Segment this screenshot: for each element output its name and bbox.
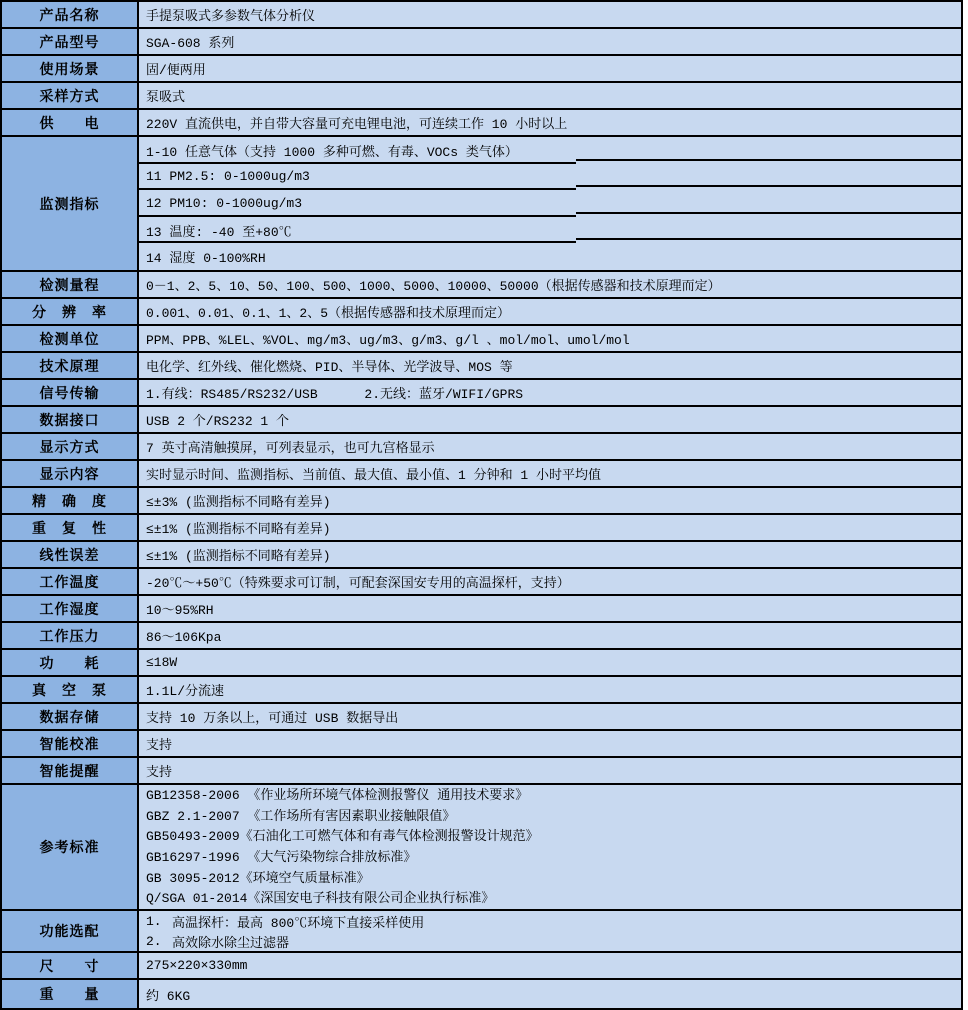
row-product-name xyxy=(2,2,961,29)
row-label-data-interface: 数据接口 xyxy=(2,407,139,432)
row-detection-range xyxy=(2,272,961,299)
reference-standards-list xyxy=(139,785,961,909)
row-display-content xyxy=(2,461,961,488)
row-repeatability xyxy=(2,515,961,542)
row-data-interface xyxy=(2,407,961,434)
optional-feature-text: 高效除水除尘过滤器 xyxy=(172,935,290,951)
row-value-smart-reminder: 支持 xyxy=(146,765,173,780)
row-label-accuracy: 精 确 度 xyxy=(2,488,139,513)
row-optional-features xyxy=(2,911,961,953)
row-value-data-interface: USB 2 个/RS232 1 个 xyxy=(146,414,290,429)
reference-standard-item: GB16297-1996 《大气污染物综合排放标准》 xyxy=(146,850,417,865)
row-label-optional-features: 功能选配 xyxy=(2,911,139,951)
row-power-consumption xyxy=(2,650,961,677)
row-value-accuracy: ≤±3% (监测指标不同略有差异) xyxy=(146,495,331,510)
reference-standard-item: Q/SGA 01-2014《深国安电子科技有限公司企业执行标准》 xyxy=(146,891,495,907)
row-value-display-mode: 7 英寸高清触摸屏，可列表显示，也可九宫格显示 xyxy=(146,441,435,456)
row-label-smart-calibration: 智能校准 xyxy=(2,731,139,756)
subrow-divider-right xyxy=(576,238,961,240)
optional-feature-item xyxy=(146,911,961,931)
row-label-linearity-error: 线性误差 xyxy=(2,542,139,567)
row-label-usage-scenario: 使用场景 xyxy=(2,56,139,81)
row-signal-transmission xyxy=(2,380,961,407)
row-label-operating-humidity: 工作湿度 xyxy=(2,596,139,621)
reference-standard-item: GB50493-2009《石油化工可燃气体和有毒气体检测报警设计规范》 xyxy=(146,829,539,845)
row-value-data-storage: 支持 10 万条以上，可通过 USB 数据导出 xyxy=(146,711,399,726)
row-vacuum-pump xyxy=(2,677,961,704)
subrow-divider-right xyxy=(576,185,961,187)
row-label-product-name: 产品名称 xyxy=(2,2,139,27)
row-value-technical-principle: 电化学、红外线、催化燃烧、PID、半导体、光学波导、MOS 等 xyxy=(146,360,513,375)
row-value-sampling-method: 泵吸式 xyxy=(146,90,186,105)
row-accuracy xyxy=(2,488,961,515)
row-value-operating-temperature: -20℃～+50℃（特殊要求可订制，可配套深国安专用的高温探杆，支持） xyxy=(146,576,570,591)
row-label-dimensions: 尺 寸 xyxy=(2,953,139,978)
row-label-power-consumption: 功 耗 xyxy=(2,650,139,675)
row-label-repeatability: 重 复 性 xyxy=(2,515,139,540)
row-value-detection-units: PPM、PPB、%LEL、%VOL、mg/m3、ug/m3、g/m3、g/l 、mol/mol、umol/mol xyxy=(146,333,630,348)
row-label-product-model: 产品型号 xyxy=(2,29,139,54)
monitoring-indicator-item xyxy=(139,243,961,270)
monitoring-indicator-text: 11 PM2.5: 0-1000ug/m3 xyxy=(146,169,310,185)
row-label-weight: 重 量 xyxy=(2,980,139,1008)
optional-feature-item xyxy=(146,931,961,951)
optional-features-list xyxy=(139,911,961,951)
row-reference-standards xyxy=(2,785,961,911)
optional-feature-number: 2. xyxy=(146,933,162,949)
row-power-supply xyxy=(2,110,961,137)
row-usage-scenario xyxy=(2,56,961,83)
row-label-operating-pressure: 工作压力 xyxy=(2,623,139,648)
row-label-reference-standards: 参考标准 xyxy=(2,785,139,909)
row-value-resolution: 0.001、0.01、0.1、1、2、5（根据传感器和技术原理而定） xyxy=(146,306,511,321)
subrow-divider-right xyxy=(576,212,961,214)
row-value-dimensions: 275×220×330mm xyxy=(146,958,248,973)
row-display-mode xyxy=(2,434,961,461)
row-monitoring-indicators xyxy=(2,137,961,272)
row-value-linearity-error: ≤±1% (监测指标不同略有差异) xyxy=(146,549,331,564)
row-value-signal-transmission: 1.有线：RS485/RS232/USB 2.无线：蓝牙/WIFI/GPRS xyxy=(146,387,524,402)
row-label-display-mode: 显示方式 xyxy=(2,434,139,459)
row-value-usage-scenario: 固/便两用 xyxy=(146,63,206,78)
row-operating-pressure xyxy=(2,623,961,650)
row-label-technical-principle: 技术原理 xyxy=(2,353,139,378)
row-value-power-supply: 220V 直流供电，并自带大容量可充电锂电池，可连续工作 10 小时以上 xyxy=(146,117,568,132)
row-value-power-consumption: ≤18W xyxy=(146,655,178,670)
row-label-detection-units: 检测单位 xyxy=(2,326,139,351)
row-label-sampling-method: 采样方式 xyxy=(2,83,139,108)
row-smart-reminder xyxy=(2,758,961,785)
row-linearity-error xyxy=(2,542,961,569)
reference-standard-item: GB12358-2006 《作业场所环境气体检测报警仪 通用技术要求》 xyxy=(146,787,529,803)
reference-standard-item: GBZ 2.1-2007 《工作场所有害因素职业接触限值》 xyxy=(146,808,456,824)
row-operating-humidity xyxy=(2,596,961,623)
row-sampling-method xyxy=(2,83,961,110)
row-operating-temperature xyxy=(2,569,961,596)
row-label-signal-transmission: 信号传输 xyxy=(2,380,139,405)
row-weight xyxy=(2,980,961,1008)
row-value-product-name: 手提泵吸式多参数气体分析仪 xyxy=(146,9,316,24)
row-label-vacuum-pump: 真 空 泵 xyxy=(2,677,139,702)
row-label-resolution: 分 辨 率 xyxy=(2,299,139,324)
row-value-weight: 约 6KG xyxy=(146,988,191,1004)
row-value-vacuum-pump: 1.1L/分流速 xyxy=(146,684,225,699)
subrow-divider-right xyxy=(576,159,961,161)
row-value-repeatability: ≤±1% (监测指标不同略有差异) xyxy=(146,522,331,537)
row-value-operating-humidity: 10～95%RH xyxy=(146,603,214,618)
row-value-display-content: 实时显示时间、监测指标、当前值、最大值、最小值、1 分钟和 1 小时平均值 xyxy=(146,468,602,483)
monitoring-indicator-text: 12 PM10: 0-1000ug/m3 xyxy=(146,195,303,211)
row-label-display-content: 显示内容 xyxy=(2,461,139,486)
row-label-monitoring-indicators: 监测指标 xyxy=(2,137,139,270)
row-smart-calibration xyxy=(2,731,961,758)
row-resolution xyxy=(2,299,961,326)
row-technical-principle xyxy=(2,353,961,380)
monitoring-indicator-text: 13 温度: -40 至+80℃ xyxy=(146,224,292,240)
optional-feature-number: 1. xyxy=(146,913,162,929)
monitoring-indicators-list xyxy=(139,137,961,270)
row-value-operating-pressure: 86～106Kpa xyxy=(146,630,222,645)
row-detection-units xyxy=(2,326,961,353)
monitoring-indicator-text: 14 湿度 0-100%RH xyxy=(146,251,266,267)
monitoring-indicator-item xyxy=(139,217,961,244)
row-label-operating-temperature: 工作温度 xyxy=(2,569,139,594)
row-label-smart-reminder: 智能提醒 xyxy=(2,758,139,783)
monitoring-indicator-item xyxy=(139,137,961,164)
monitoring-indicator-item xyxy=(139,164,961,191)
row-label-power-supply: 供 电 xyxy=(2,110,139,135)
row-value-detection-range: 0－1、2、5、10、50、100、500、1000、5000、10000、50000（根据传感器和技术原理而定） xyxy=(146,279,721,294)
row-dimensions xyxy=(2,953,961,980)
row-value-smart-calibration: 支持 xyxy=(146,738,173,753)
reference-standard-item: GB 3095-2012《环境空气质量标准》 xyxy=(146,870,370,886)
row-value-product-model: SGA-608 系列 xyxy=(146,36,235,51)
row-data-storage xyxy=(2,704,961,731)
row-product-model xyxy=(2,29,961,56)
monitoring-indicator-text: 1-10 任意气体（支持 1000 多种可燃、有毒、VOCs 类气体） xyxy=(146,144,518,160)
optional-feature-text: 高温探杆：最高 800℃环境下直接采样使用 xyxy=(172,915,425,931)
monitoring-indicator-item xyxy=(139,190,961,217)
row-label-data-storage: 数据存储 xyxy=(2,704,139,729)
row-label-detection-range: 检测量程 xyxy=(2,272,139,297)
